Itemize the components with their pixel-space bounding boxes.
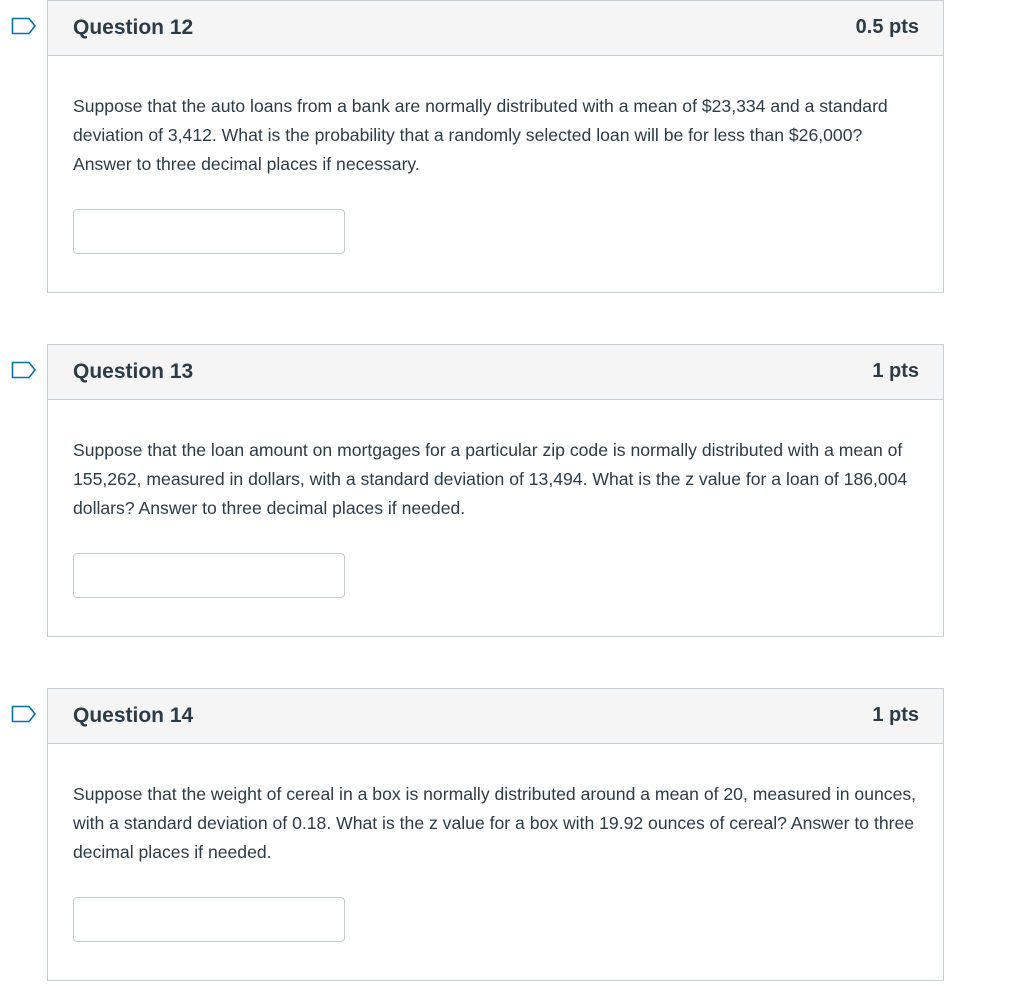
question-header [48,345,943,400]
question-header [48,1,943,56]
question-text: Suppose that the loan amount on mortgages for a particular zip code is normally distributed with a mean of 155,262, measured in dollars, with a standard deviation of 13,494. What is the z value for a loan of 186,004 dollars? Answer to three decimal places if needed. [73,440,908,518]
question-body [48,744,943,980]
question-text: Suppose that the weight of cereal in a box is normally distributed around a mean of 20, measured in ounces, with a standard deviation of 0.18. What is the z value for a box with 19.92 ounces of cereal? Answer to three decimal places if needed. [73,784,917,862]
question-title: Question 13 [73,360,194,383]
answer-input[interactable] [73,209,345,254]
answer-input[interactable] [73,553,345,598]
question-card [47,344,944,637]
question-title: Question 12 [73,16,194,39]
flag-question-icon[interactable] [11,361,37,379]
question-title: Question 14 [73,704,194,727]
question-text: Suppose that the auto loans from a bank are normally distributed with a mean of $23,334 and a standard deviation of 3,412. What is the probability that a randomly selected loan will be for less than $26,000? Answer to three decimal places if necessary. [73,96,888,174]
question-body [48,56,943,292]
question-points: 0.5 pts [855,16,919,38]
flag-question-icon[interactable] [11,705,37,723]
question-body [48,400,943,636]
question-card [47,688,944,981]
question-card [47,0,944,293]
question-points: 1 pts [872,704,919,726]
flag-question-icon[interactable] [11,17,37,35]
question-points: 1 pts [872,360,919,382]
answer-input[interactable] [73,897,345,942]
question-header [48,689,943,744]
